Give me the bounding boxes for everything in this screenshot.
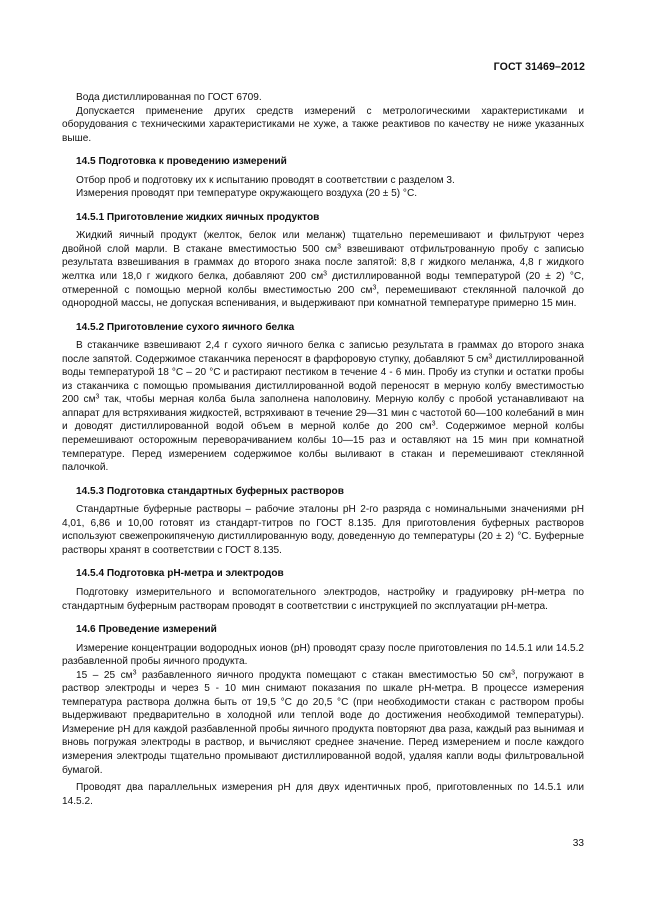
text-run: взвешивают отфильтрованную пробу с записью результата взвешивания в граммах до второго знака после запятой: 8,8 г жидкого меланжа, 4,8 г жидкого желтка или 18,0 г жидкого белка, добавляют 200 см xyxy=(62,243,584,283)
superscript: 3 xyxy=(337,243,341,251)
superscript: 3 xyxy=(431,420,436,428)
paragraph: Отбор проб и подготовку их к испытанию проводят в соответствии с разделом 3. xyxy=(76,174,455,186)
page-number: 33 xyxy=(572,838,584,849)
superscript: 3 xyxy=(511,669,516,677)
superscript: 3 xyxy=(323,270,328,278)
text-run: так, чтобы мерная колба была заполнена наполовину. Мерную колбу с пробой устанавливают на аппарат для встряхивания жидкостей, встряхивают в течение 29—31 мин с частотой 60—100 колебаний в мин и доводят дистиллированной водой объем в мерной колбе до 200 см xyxy=(62,394,584,433)
text-run: , погружают в раствор электроды и через 5 - 10 мин снимают показания по шкале рН-метра. В процессе измерения температура раствора должна быть от 19,5 °С до 20,5 °С (при необходимости стакан с раствором пробы выдерживают предварительно в холодной или теплой воде до достижения необходимой температуры). Измерение рН для каждой разбавленной пробы яичного продукта повторяют два раза, каждый раз вынимая и вновь погружая электроды в раствор, и вычисляют среднее значение. Перед измерением и после каждого измерения электроды тщательно промывают дистиллированной водой, удаляя капли воды фильтровальной бумагой. xyxy=(62,669,584,776)
section-heading-14-5-2: 14.5.2 Приготовление сухого яичного белка xyxy=(76,321,295,333)
superscript: 3 xyxy=(132,669,137,677)
document-body xyxy=(62,91,584,808)
paragraph: Подготовку измерительного и вспомогательного электродов, настройку и градуировку рН-метра по стандартным буферным растворам проводят в соответствии с инструкцией по эксплуатации рН-метра. xyxy=(62,586,584,612)
text-run: дистиллированной воды температурой 18 °С – 20 °С и растирают пестиком в течение 4 - 6 мин. Пробу из ступки и остатки пробы из стаканчика с помощью промывания дистиллированной водой переносят в мерную колбу вместимостью 200 см xyxy=(62,353,584,406)
text-run: дистиллированной воды температурой (20 ± 2) °С, отмеренной с помощью мерной колбы вместимостью 200 см xyxy=(62,271,584,296)
paragraph xyxy=(62,339,584,474)
standard-header: ГОСТ 31469–2012 xyxy=(493,61,585,73)
paragraph xyxy=(62,669,584,777)
section-heading-14-5-4: 14.5.4 Подготовка рН-метра и электродов xyxy=(76,568,284,580)
paragraph: Стандартные буферные растворы – рабочие эталоны рН 2-го разряда с номинальными значениями рН 4,01, 6,86 и 10,00 готовят из стандарт-титров по ГОСТ 8.135. Для приготовления буферных растворов используют свежепрокипяченую дистиллированную воду, доведенную до температуры (20 ± 2) °С. Буферные растворы хранят в соответствии с ГОСТ 8.135. xyxy=(62,504,584,556)
section-heading-14-5: 14.5 Подготовка к проведению измерений xyxy=(76,156,287,168)
section-heading-14-5-1: 14.5.1 Приготовление жидких яичных продуктов xyxy=(76,211,320,223)
text-run: В стаканчике взвешивают 2,4 г сухого яичного белка с записью результата в граммах до второго знака после запятой. Содержимое стаканчика переносят в фарфоровую ступку, добавляют 5 см xyxy=(62,340,584,365)
superscript: 3 xyxy=(488,353,493,361)
paragraph: Вода дистиллированная по ГОСТ 6709. xyxy=(76,92,262,103)
paragraph xyxy=(62,229,584,310)
paragraph: Проводят два параллельных измерения рН для двух идентичных проб, приготовленных по 14.5.1 или 14.5.2. xyxy=(62,782,584,807)
section-heading-14-6: 14.6 Проведение измерений xyxy=(76,624,217,636)
superscript: 3 xyxy=(372,284,377,292)
paragraph: Измерение концентрации водородных ионов (рН) проводят сразу после приготовления по 14.5.1 или 14.5.2 разбавленной пробы яичного продукта. xyxy=(62,642,584,668)
paragraph: Измерения проводят при температуре окружающего воздуха (20 ± 5) °С. xyxy=(76,188,418,200)
superscript: 3 xyxy=(95,393,100,401)
section-heading-14-5-3: 14.5.3 Подготовка стандартных буферных растворов xyxy=(76,485,344,497)
text-run: . Содержимое мерной колбы перемешивают осторожным переворачиванием колбы 10—15 раз и оставляют на 15 мин при комнатной температуре. Перед измерением содержимое колбы выливают в стакан и перемешивают стеклянной палочкой. xyxy=(62,421,584,474)
text-run: Жидкий яичный продукт (желток, белок или меланж) тщательно перемешивают и фильтруют через двойной слой марли. В стакане вместимостью 500 см xyxy=(62,230,584,255)
text-run: , перемешивают стеклянной палочкой до однородной массы, не допуская вспенивания, и выдерживают при комнатной температуре примерно 15 мин. xyxy=(62,284,584,310)
text-run: разбавленного яичного продукта помещают с стакан вместимостью 50 см xyxy=(136,669,512,681)
text-run: 15 – 25 см xyxy=(76,669,133,681)
paragraph: Допускается применение других средств измерений с метрологическими характеристиками и оборудования с техническими характеристиками не хуже, а также реактивов по качеству не ниже указанных выше. xyxy=(62,105,584,144)
